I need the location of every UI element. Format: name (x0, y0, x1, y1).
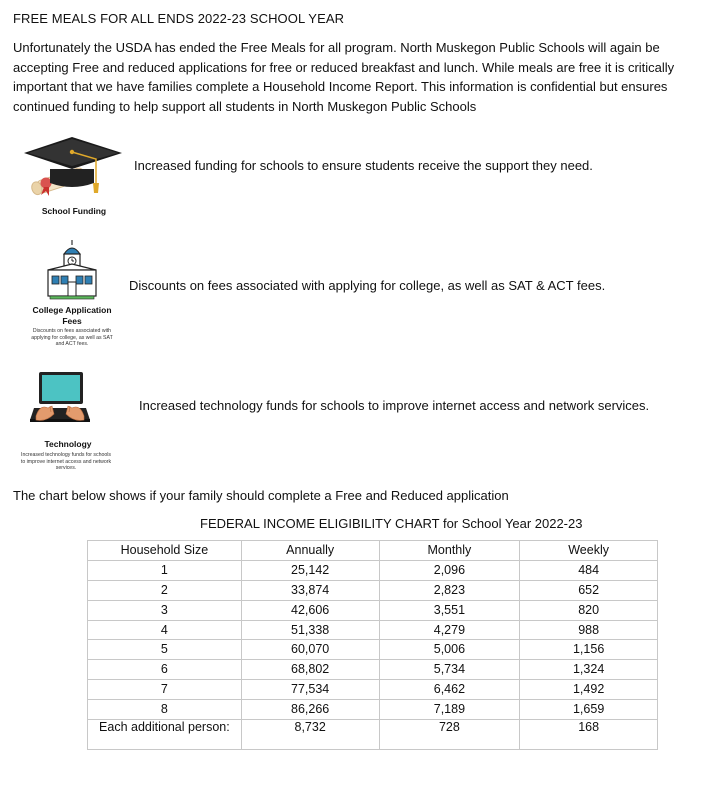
annual-cell: 8,732 (241, 720, 379, 750)
weekly-cell: 820 (520, 600, 658, 620)
laptop-typing-icon (30, 370, 90, 426)
page-title: FREE MEALS FOR ALL ENDS 2022-23 SCHOOL YEAR (13, 11, 345, 26)
table-row (88, 600, 658, 620)
weekly-cell: 988 (520, 620, 658, 640)
annual-cell: 42,606 (241, 600, 379, 620)
school-funding-caption: School Funding (41, 206, 107, 216)
household-size-cell: 3 (88, 600, 242, 620)
college-fees-caption: College Application Fees (32, 305, 112, 326)
table-row (88, 580, 658, 600)
annual-cell: 68,802 (241, 660, 379, 680)
monthly-cell: 5,006 (379, 640, 520, 660)
table-row (88, 660, 658, 680)
weekly-cell: 1,492 (520, 680, 658, 700)
header-household-size: Household Size (88, 541, 242, 561)
college-fees-caption-detail: Discounts on fees associated with applying for college, as well as SAT and ACT fees. (31, 328, 113, 348)
table-row (88, 640, 658, 660)
table-row (88, 720, 658, 750)
annual-cell: 25,142 (241, 560, 379, 580)
monthly-cell: 7,189 (379, 700, 520, 720)
weekly-cell: 1,156 (520, 640, 658, 660)
chart-title: FEDERAL INCOME ELIGIBILITY CHART for School Year 2022-23 (200, 516, 583, 531)
technology-caption-detail: Increased technology funds for schools to improve internet access and network services. (20, 452, 112, 472)
household-size-cell: 7 (88, 680, 242, 700)
technology-text: Increased technology funds for schools to improve internet access and network services. (139, 398, 650, 413)
monthly-cell: 3,551 (379, 600, 520, 620)
table-row (88, 560, 658, 580)
weekly-cell: 1,659 (520, 700, 658, 720)
annual-cell: 77,534 (241, 680, 379, 700)
household-size-cell: 5 (88, 640, 242, 660)
chart-intro: The chart below shows if your family should complete a Free and Reduced application (13, 488, 509, 503)
household-size-cell: 1 (88, 560, 242, 580)
monthly-cell: 2,823 (379, 580, 520, 600)
header-weekly: Weekly (520, 541, 658, 561)
weekly-cell: 1,324 (520, 660, 658, 680)
school-building-icon (44, 240, 100, 300)
monthly-cell: 2,096 (379, 560, 520, 580)
weekly-cell: 484 (520, 560, 658, 580)
intro-paragraph: Unfortunately the USDA has ended the Free Meals for all program. North Muskegon Public Schools will again be accepting Free and reduced applications for free or reduced breakfast and lunch. While meals are free it is critically important that we have families complete a Household Income Report. This information is confidential but ensures continued funding to help support all students in North Muskegon Public Schools (13, 40, 675, 114)
monthly-cell: 728 (379, 720, 520, 750)
table-row (88, 680, 658, 700)
annual-cell: 86,266 (241, 700, 379, 720)
household-size-cell: 2 (88, 580, 242, 600)
monthly-cell: 4,279 (379, 620, 520, 640)
school-funding-text: Increased funding for schools to ensure students receive the support they need. (134, 158, 593, 173)
household-size-cell: 8 (88, 700, 242, 720)
annual-cell: 33,874 (241, 580, 379, 600)
monthly-cell: 6,462 (379, 680, 520, 700)
weekly-cell: 652 (520, 580, 658, 600)
college-fees-text: Discounts on fees associated with applying for college, as well as SAT & ACT fees. (129, 278, 606, 293)
table-row (88, 620, 658, 640)
annual-cell: 60,070 (241, 640, 379, 660)
monthly-cell: 5,734 (379, 660, 520, 680)
annual-cell: 51,338 (241, 620, 379, 640)
weekly-cell: 168 (520, 720, 658, 750)
income-eligibility-table (87, 540, 658, 750)
household-size-cell: 6 (88, 660, 242, 680)
table-header-row (88, 541, 658, 561)
header-annually: Annually (241, 541, 379, 561)
header-monthly: Monthly (379, 541, 520, 561)
graduation-cap-icon (24, 133, 124, 198)
household-size-cell: Each additional person: (88, 720, 242, 750)
table-row (88, 700, 658, 720)
household-size-cell: 4 (88, 620, 242, 640)
technology-caption: Technology (44, 439, 92, 449)
